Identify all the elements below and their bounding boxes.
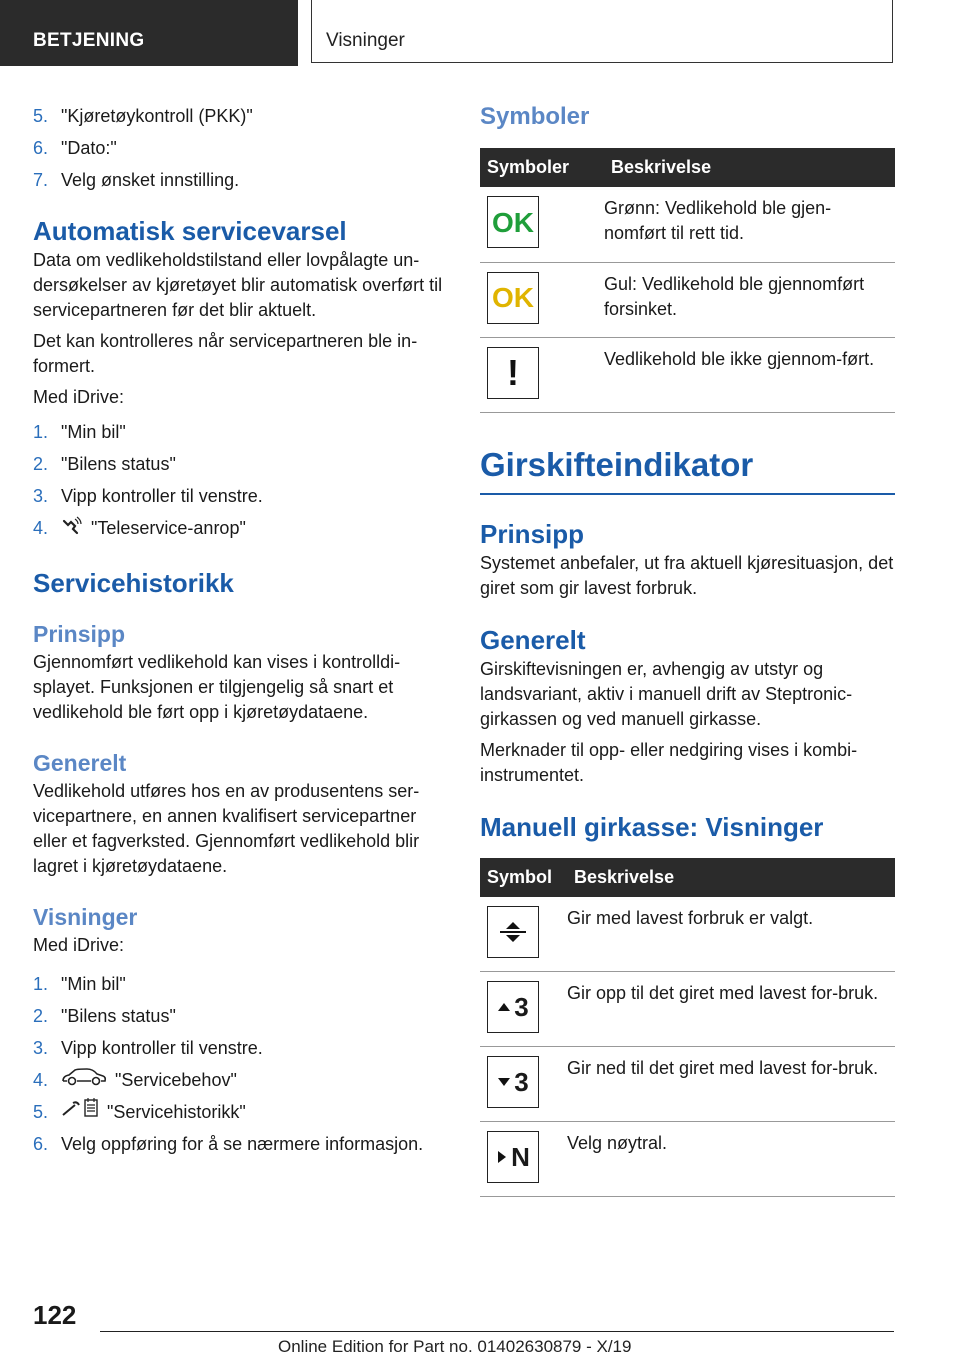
paragraph: Vedlikehold utføres hos en av produsentens ser-vicepartnere, en annen kvalifisert servicepartner eller et fagverksted. Gjennomført vedlikehold blir lagret i kjøretøydataene. bbox=[33, 781, 420, 876]
footer-divider bbox=[100, 1331, 894, 1332]
table-row bbox=[480, 1047, 895, 1122]
steps-list-visninger bbox=[33, 968, 445, 1160]
row-description: Velg nøytral. bbox=[567, 1122, 895, 1197]
table-row bbox=[480, 972, 895, 1047]
table-header bbox=[480, 148, 895, 187]
car-icon bbox=[61, 1065, 107, 1097]
shift-down-icon: 3 bbox=[487, 1056, 539, 1108]
table-row bbox=[480, 262, 895, 337]
section-title: BETJENING bbox=[33, 30, 145, 51]
symbols-table bbox=[480, 148, 895, 413]
column-header: Symbol bbox=[480, 858, 567, 897]
table-row bbox=[480, 897, 895, 972]
shift-up-icon: 3 bbox=[487, 981, 539, 1033]
paragraph: Merknader til opp- eller nedgiring vises i kombi-instrumentet. bbox=[480, 739, 858, 785]
list-item: 2. "Bilens status" bbox=[33, 454, 176, 474]
paragraph: Gjennomført vedlikehold kan vises i kontrolldi-splayet. Funksjonen er tilgjengelig så snart et vedlikehold ble ført opp i kjøretøydataene. bbox=[33, 652, 401, 722]
page-number: 122 bbox=[33, 1300, 77, 1330]
list-item: 5. "Servicehistorikk" bbox=[33, 1096, 445, 1128]
list-item: 4. "Servicebehov" bbox=[33, 1064, 445, 1096]
neutral-icon: N bbox=[487, 1131, 539, 1183]
heading-generelt: Generelt bbox=[33, 750, 127, 776]
list-item: 1. "Min bil" bbox=[33, 422, 126, 442]
row-description: Gir opp til det giret med lavest for-bruk. bbox=[567, 972, 895, 1047]
list-item: 2. "Bilens status" bbox=[33, 1006, 176, 1026]
list-item: 7. Velg ønsket innstilling. bbox=[33, 170, 240, 190]
list-item: 3. Vipp kontroller til venstre. bbox=[33, 486, 263, 506]
heading-symboler: Symboler bbox=[480, 103, 590, 130]
row-description: Gir ned til det giret med lavest for-bruk. bbox=[567, 1047, 895, 1122]
table-row bbox=[480, 1122, 895, 1197]
heading-generelt: Generelt bbox=[480, 624, 586, 655]
column-header: Symboler bbox=[480, 148, 604, 187]
row-description: Gir med lavest forbruk er valgt. bbox=[567, 897, 895, 972]
heading-visninger: Visninger bbox=[33, 904, 138, 930]
ok-yellow-icon: OK bbox=[487, 272, 539, 324]
paragraph: Data om vedlikeholdstilstand eller lovpålagte un-dersøkelser av kjøretøyet blir automatisk overført til servicepartneren før det blir aktuelt. bbox=[33, 250, 443, 320]
ok-green-icon: OK bbox=[487, 196, 539, 248]
column-header: Beskrivelse bbox=[567, 858, 895, 897]
section-label bbox=[0, 0, 298, 66]
list-item: 6. "Dato:" bbox=[33, 138, 117, 158]
right-column bbox=[480, 100, 895, 1197]
heading-service-history: Servicehistorikk bbox=[33, 568, 234, 598]
chapter-title: Visninger bbox=[326, 30, 405, 51]
list-item: 4. "Teleservice-anrop" bbox=[33, 512, 445, 544]
row-description: Vedlikehold ble ikke gjennom-ført. bbox=[604, 337, 895, 412]
heading-prinsipp: Prinsipp bbox=[480, 518, 585, 549]
phone-service-icon bbox=[61, 513, 83, 545]
optimal-gear-icon bbox=[487, 906, 539, 958]
chapter-tab bbox=[311, 0, 893, 63]
paragraph: Det kan kontrolleres når servicepartneren ble in-formert. bbox=[33, 331, 418, 376]
warning-exclamation-icon: ! bbox=[487, 347, 539, 399]
paragraph: Girskiftevisningen er, avhengig av utstyr og landsvariant, aktiv i manuell drift av Steptronic-girkassen og ved manuell girkasse. bbox=[480, 658, 853, 729]
column-header: Beskrivelse bbox=[604, 148, 895, 187]
paragraph: Med iDrive: bbox=[33, 387, 125, 407]
table-row bbox=[480, 187, 895, 262]
heading-manual-gearbox: Manuell girkasse: Visninger bbox=[480, 811, 824, 842]
list-item: 5. "Kjøretøykontroll (PKK)" bbox=[33, 106, 253, 126]
table-row bbox=[480, 337, 895, 412]
list-item: 3. Vipp kontroller til venstre. bbox=[33, 1038, 263, 1058]
heading-gear-indicator: Girskifteindikator bbox=[480, 443, 895, 495]
left-column bbox=[33, 100, 445, 1160]
table-header bbox=[480, 858, 895, 897]
heading-prinsipp: Prinsipp bbox=[33, 621, 126, 647]
edition-note: Online Edition for Part no. 01402630879 - X/19 bbox=[278, 1337, 632, 1356]
paragraph: Med iDrive: bbox=[33, 935, 125, 955]
gear-symbols-table bbox=[480, 858, 895, 1198]
list-item: 1. "Min bil" bbox=[33, 974, 126, 994]
steps-list-auto bbox=[33, 416, 445, 544]
steps-list-top bbox=[33, 100, 445, 196]
paragraph: Systemet anbefaler, ut fra aktuell kjøresituasjon, det giret som gir lavest forbruk. bbox=[480, 552, 894, 598]
list-item: 6. Velg oppføring for å se nærmere informasjon. bbox=[33, 1134, 424, 1154]
row-description: Grønn: Vedlikehold ble gjen-nomført til rett tid. bbox=[604, 187, 895, 262]
heading-auto-service: Automatisk servicevarsel bbox=[33, 216, 347, 246]
page-header bbox=[0, 0, 960, 66]
row-description: Gul: Vedlikehold ble gjennomført forsinket. bbox=[604, 262, 895, 337]
service-history-icon bbox=[61, 1097, 99, 1129]
